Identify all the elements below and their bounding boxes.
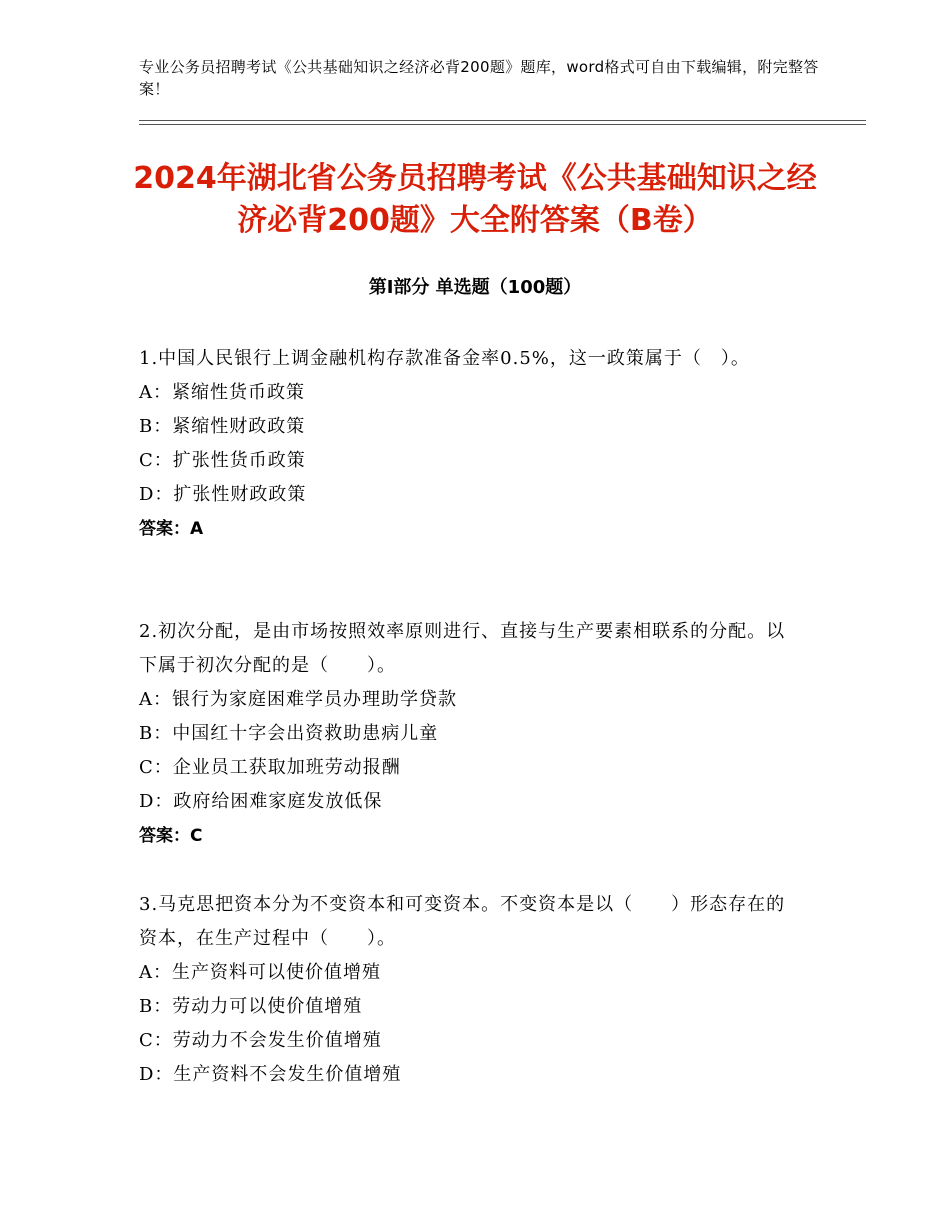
question-2	[139, 615, 799, 853]
option-c: C：企业员工获取加班劳动报酬	[139, 757, 401, 778]
question-1	[139, 342, 799, 546]
answer: 答案：C	[139, 826, 203, 846]
option-c: C：扩张性货币政策	[139, 450, 306, 471]
question-stem: 2.初次分配，是由市场按照效率原则进行、直接与生产要素相联系的分配。以下属于初次分配的是（ ）。	[139, 621, 786, 676]
option-b: B：中国红十字会出资救助患病儿童	[139, 723, 439, 744]
section-heading: 第Ⅰ部分 单选题（100题）	[368, 277, 582, 298]
option-c: C：劳动力不会发生价值增殖	[139, 1030, 382, 1051]
header-note: 专业公务员招聘考试《公共基础知识之经济必背200题》题库，word格式可自由下载编辑，附完整答案！	[139, 58, 819, 98]
option-b: B：劳动力可以使价值增殖	[139, 996, 363, 1017]
document-title: 2024年湖北省公务员招聘考试《公共基础知识之经济必背200题》大全附答案（B卷）	[133, 161, 817, 238]
option-a: A：紧缩性货币政策	[139, 382, 305, 403]
question-3	[139, 888, 799, 1092]
answer: 答案：A	[139, 519, 204, 539]
option-a: A：银行为家庭困难学员办理助学贷款	[139, 689, 457, 710]
option-b: B：紧缩性财政政策	[139, 416, 306, 437]
option-d: D：政府给困难家庭发放低保	[139, 791, 383, 812]
option-d: D：扩张性财政政策	[139, 484, 307, 505]
option-a: A：生产资料可以使价值增殖	[139, 962, 381, 983]
header-divider	[139, 120, 866, 125]
question-stem: 3.马克思把资本分为不变资本和可变资本。不变资本是以（ ）形态存在的资本，在生产过程中（ ）。	[139, 894, 786, 949]
question-stem: 1.中国人民银行上调金融机构存款准备金率0.5%，这一政策属于（ ）。	[139, 348, 750, 369]
option-d: D：生产资料不会发生价值增殖	[139, 1064, 402, 1085]
